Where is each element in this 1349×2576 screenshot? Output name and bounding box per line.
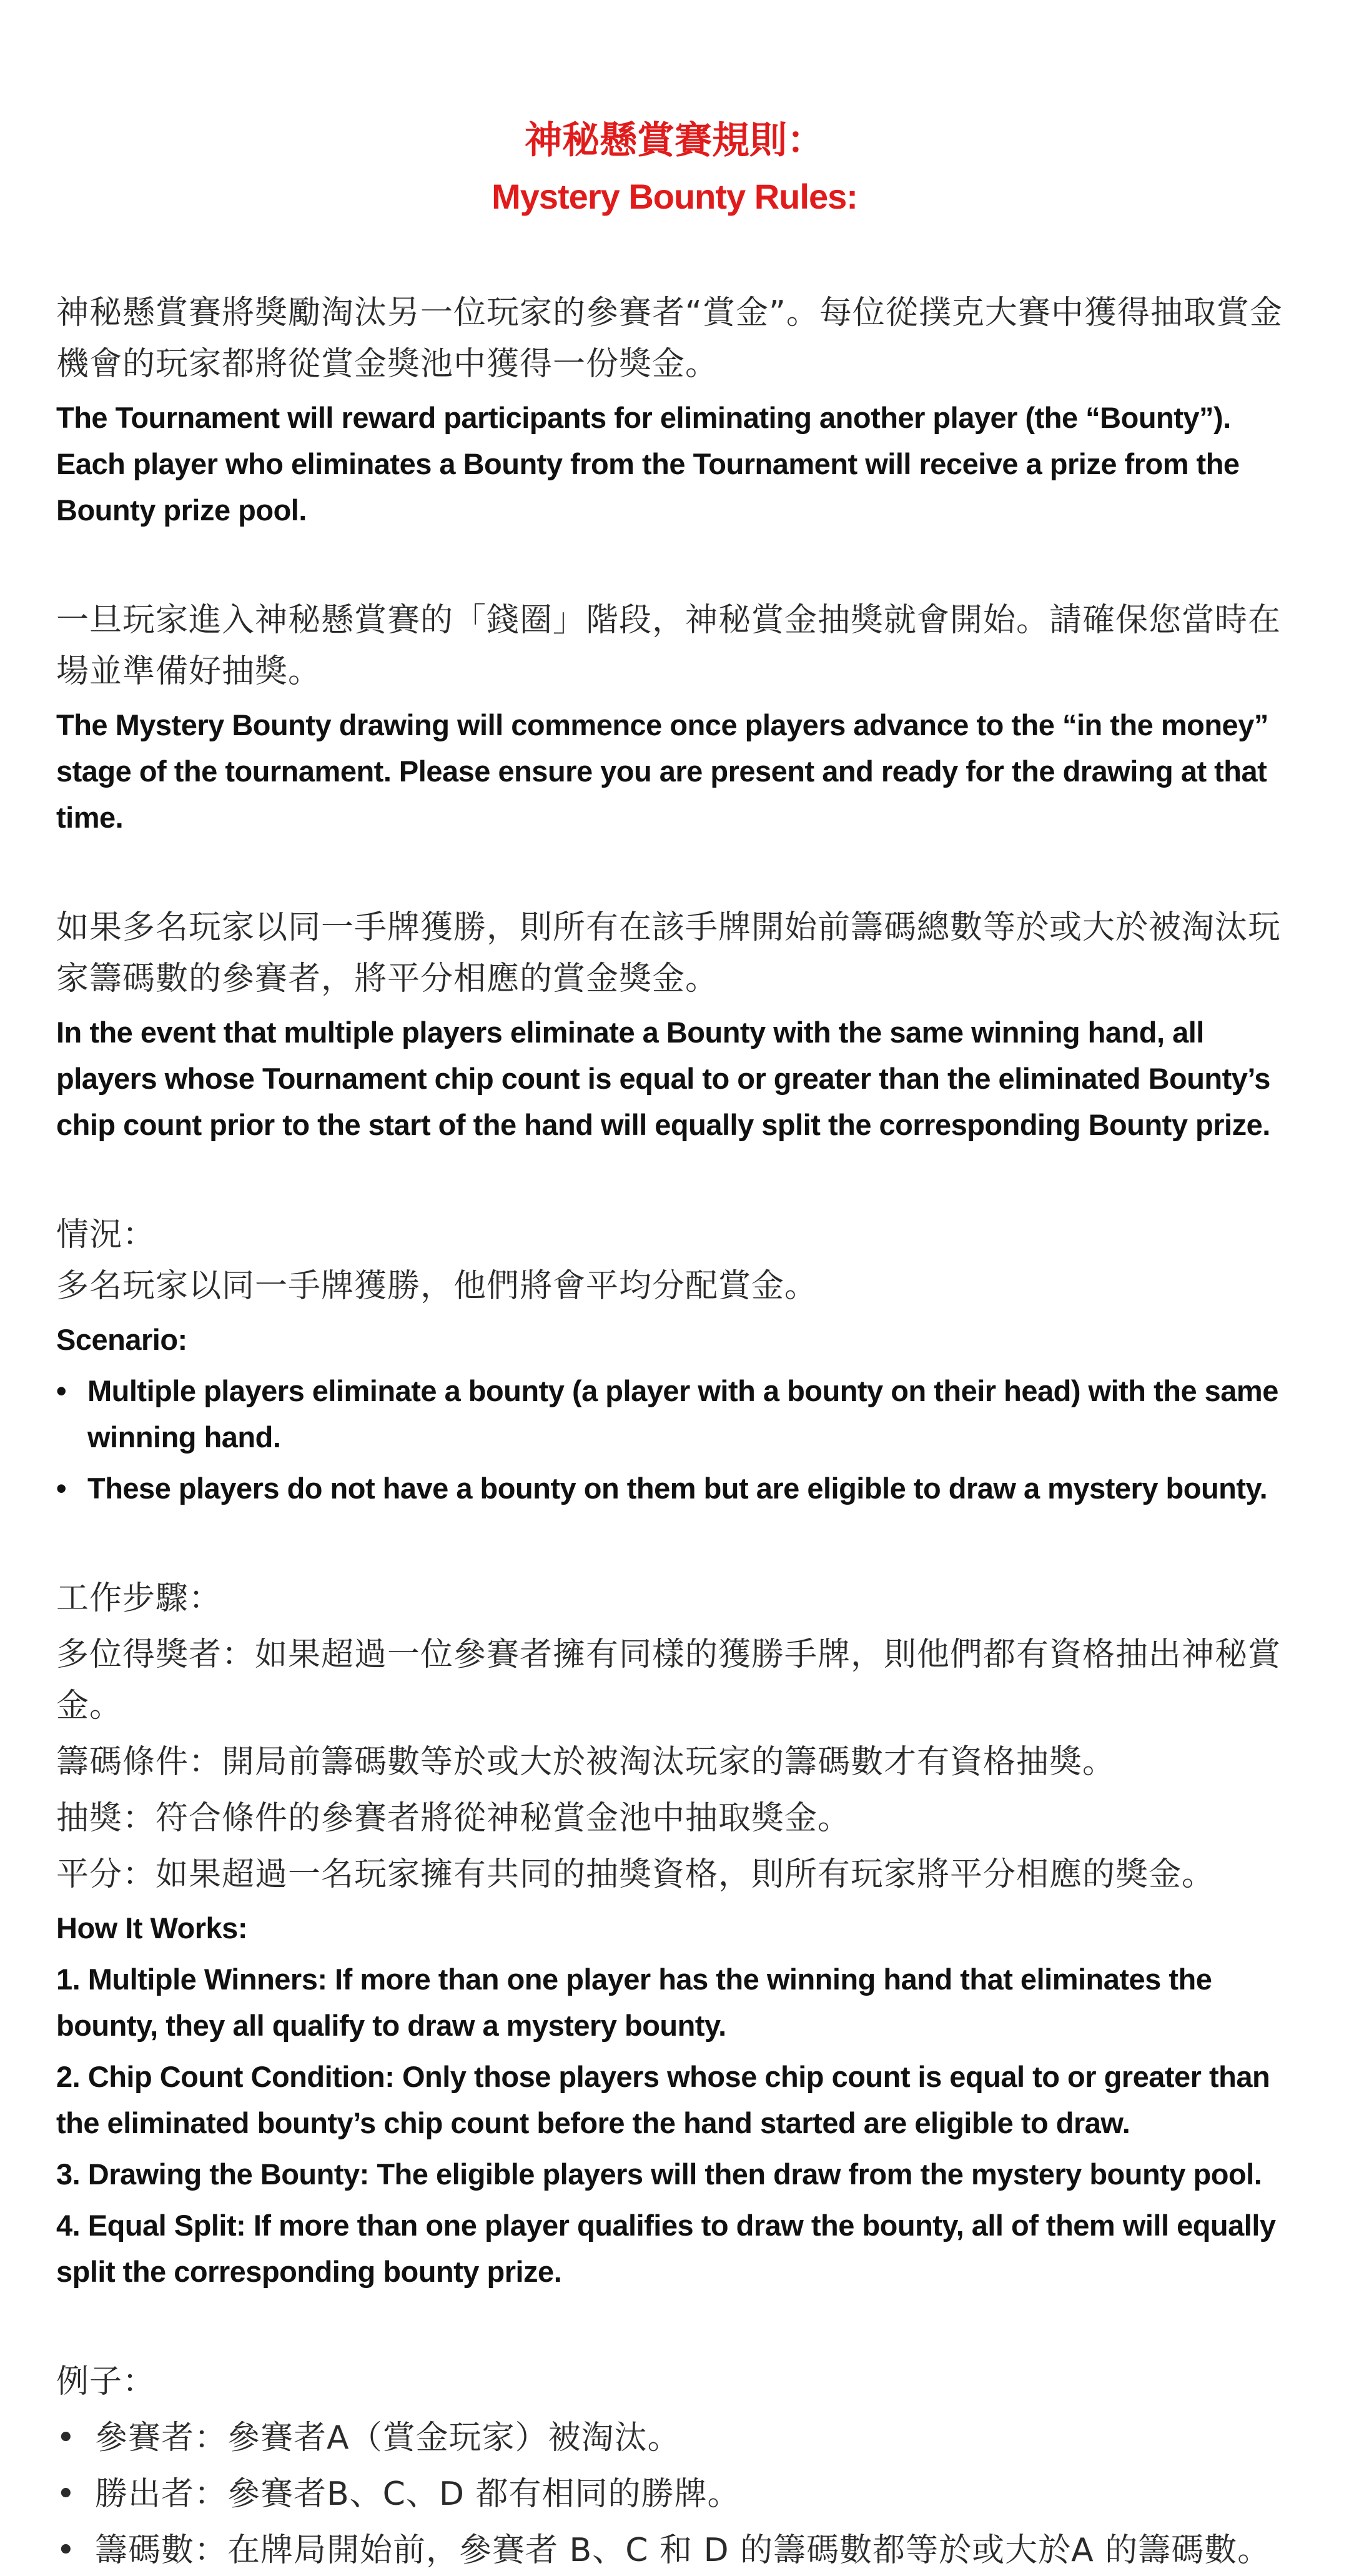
section-example xyxy=(56,2356,1293,2576)
section-drawing-zh: 一旦玩家進入神秘懸賞賽的「錢圈」階段，神秘賞金抽獎就會開始。請確保您當時在場並準備好抽獎。 xyxy=(56,602,1282,690)
example-item xyxy=(56,2412,1293,2464)
scenario-bullet-text: Multiple players eliminate a bounty (a player with a bounty on their head) with the same winning hand. xyxy=(87,1374,1278,1454)
section-drawing xyxy=(56,595,1293,841)
how-heading-en: How It Works: xyxy=(56,1911,247,1944)
example-item-text: 勝出者：參賽者B、C、D 都有相同的勝牌。 xyxy=(95,2475,741,2513)
example-heading-zh: 例子： xyxy=(56,2363,156,2400)
scenario-heading-en: Scenario: xyxy=(56,1323,187,1356)
how-item-zh: 平分：如果超過一名玩家擁有共同的抽獎資格，則所有玩家將平分相應的獎金。 xyxy=(56,1856,1215,1893)
scenario-bullet xyxy=(56,1368,1293,1460)
scenario-bullet-text: These players do not have a bounty on them but are eligible to draw a mystery bounty. xyxy=(87,1472,1268,1505)
how-item-en: 1. Multiple Winners: If more than one player has the winning hand that eliminates the bounty, they all qualify to draw a mystery bounty. xyxy=(56,1963,1212,2042)
example-item-text: 籌碼數：在牌局開始前，參賽者 B、C 和 D 的籌碼數都等於或大於A 的籌碼數。 xyxy=(95,2532,1271,2569)
how-heading-zh: 工作步驟： xyxy=(56,1580,222,1617)
section-split xyxy=(56,902,1293,1148)
how-item-zh: 多位得獎者：如果超過一位參賽者擁有同樣的獲勝手牌，則他們都有資格抽出神秘賞金。 xyxy=(56,1636,1282,1725)
bullet-dot: • xyxy=(56,2475,76,2513)
how-item-zh: 籌碼條件：開局前籌碼數等於或大於被淘汰玩家的籌碼數才有資格抽獎。 xyxy=(56,1743,1116,1781)
section-split-zh: 如果多名玩家以同一手牌獲勝，則所有在該手牌開始前籌碼總數等於或大於被淘汰玩家籌碼數的參賽者，將平分相應的賞金獎金。 xyxy=(56,909,1282,998)
example-item-text: 參賽者：參賽者A（賞金玩家）被淘汰。 xyxy=(95,2419,681,2457)
scenario-heading-zh: 情況： xyxy=(56,1216,156,1254)
title-english: Mystery Bounty Rules: xyxy=(492,177,857,216)
title-chinese: 神秘懸賞賽規則： xyxy=(525,119,824,162)
how-item-en: 4. Equal Split: If more than one player qualifies to draw the bounty, all of them will equally split the corresponding bounty prize. xyxy=(56,2209,1276,2288)
scenario-bullet xyxy=(56,1465,1293,1512)
bullet-dot: • xyxy=(56,2532,76,2569)
scenario-text-zh: 多名玩家以同一手牌獲勝，他們將會平均分配賞金。 xyxy=(56,1267,818,1305)
section-reward-en: The Tournament will reward participants for eliminating another player (the “Bounty”). Each player who eliminates a Bounty from the Tournament will receive a prize from the Bounty prize pool. xyxy=(56,401,1240,527)
section-reward-zh: 神秘懸賞賽將獎勵淘汰另一位玩家的參賽者“賞金”。每位從撲克大賽中獲得抽取賞金機會的玩家都將從賞金獎池中獲得一份獎金。 xyxy=(56,294,1283,383)
section-how-it-works xyxy=(56,1573,1293,2295)
section-drawing-en: The Mystery Bounty drawing will commence once players advance to the “in the money” stage of the tournament. Please ensure you are present and ready for the drawing at that time. xyxy=(56,708,1268,834)
how-item-en: 3. Drawing the Bounty: The eligible players will then draw from the mystery bounty pool. xyxy=(56,2157,1262,2191)
section-split-en: In the event that multiple players eliminate a Bounty with the same winning hand, all players whose Tournament chip count is equal to or greater than the eliminated Bounty’s chip count prior to the start of the hand will equally split the corresponding Bounty prize. xyxy=(56,1016,1270,1141)
bullet-dot: • xyxy=(56,1374,66,1407)
section-reward xyxy=(56,287,1293,533)
example-item xyxy=(56,2469,1293,2520)
example-item xyxy=(56,2525,1293,2576)
bullet-dot: • xyxy=(56,1472,66,1505)
how-item-zh: 抽獎：符合條件的參賽者將從神秘賞金池中抽取獎金。 xyxy=(56,1800,851,1837)
how-item-en: 2. Chip Count Condition: Only those players whose chip count is equal to or greater than the eliminated bounty’s chip count before the hand started are eligible to draw. xyxy=(56,2060,1270,2139)
bullet-dot: • xyxy=(56,2419,76,2457)
section-scenario xyxy=(56,1209,1293,1512)
